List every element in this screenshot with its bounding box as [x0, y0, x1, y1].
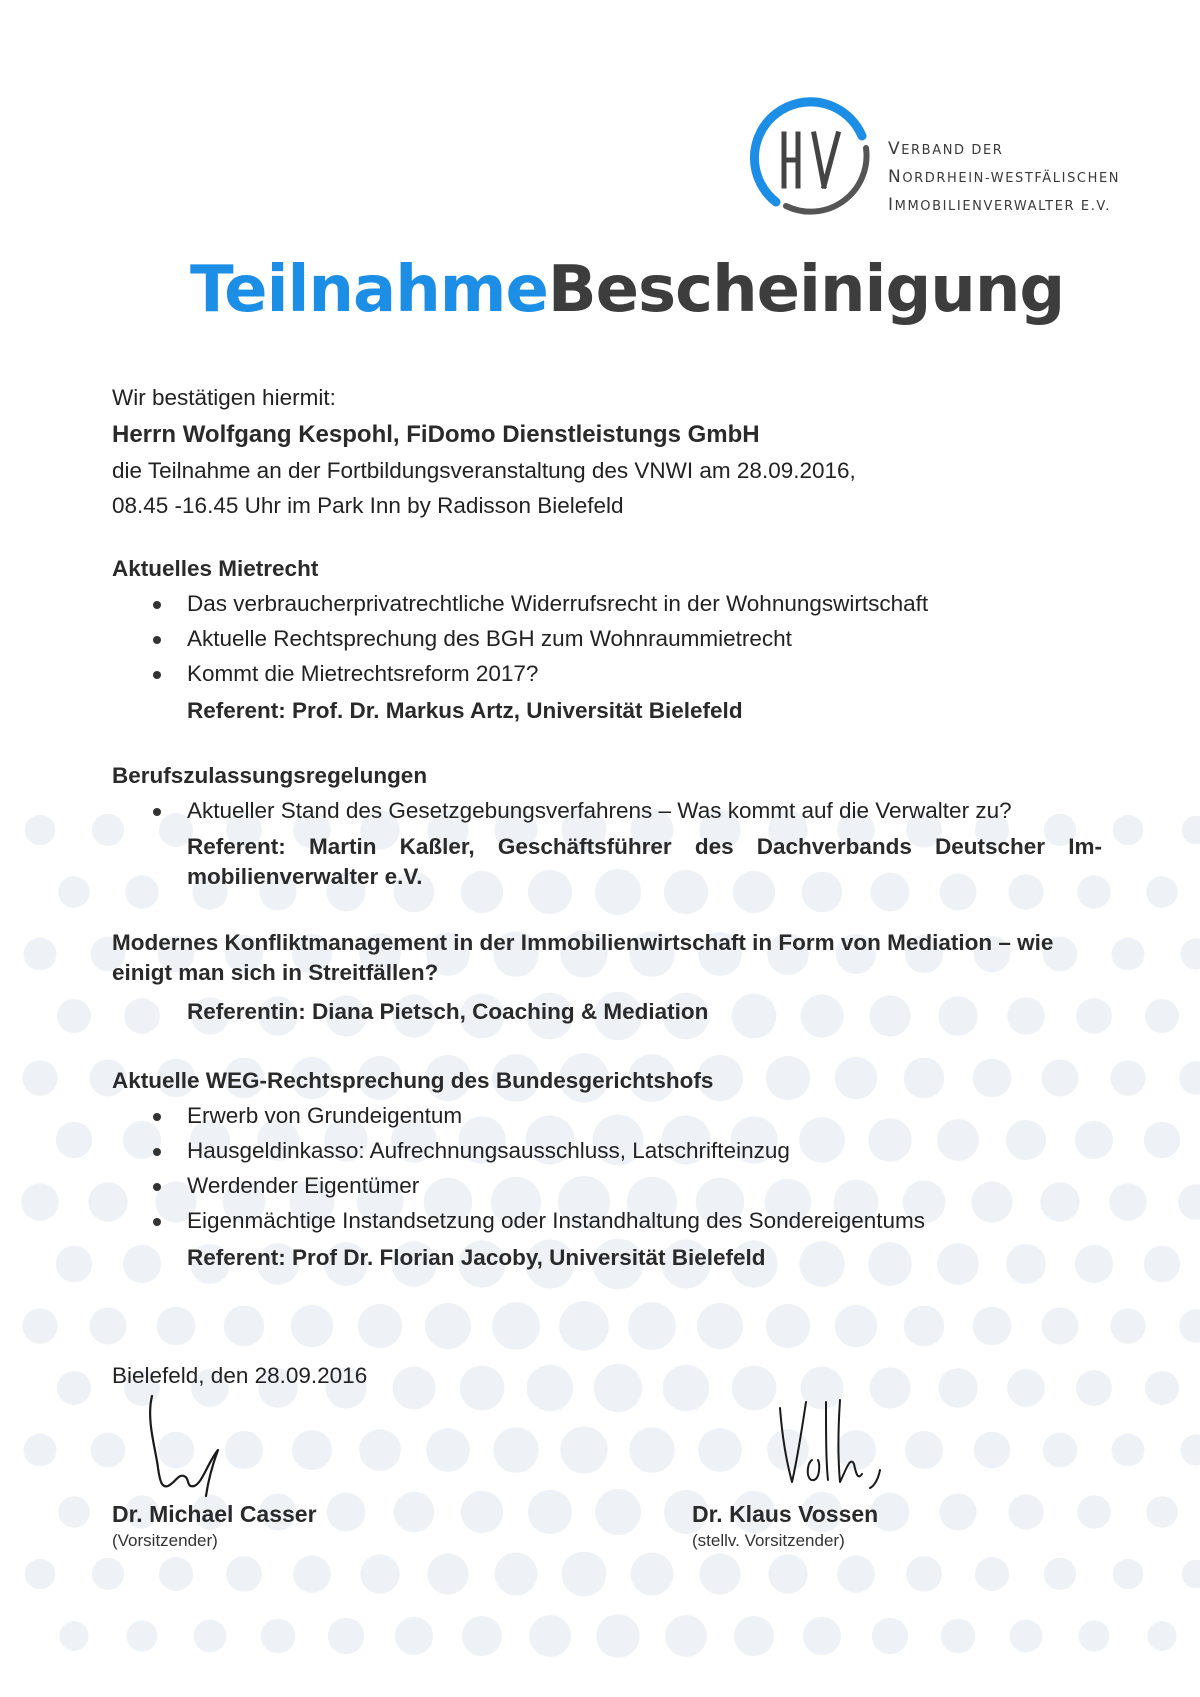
- topic-item: Eigenmächtige Instandsetzung oder Instandhaltung des Sondereigentums: [112, 1203, 1102, 1238]
- speaker-line: Referentin: Diana Pietsch, Coaching & Mediation: [187, 999, 709, 1024]
- org-name-line: IMMOBILIENVERWALTER E.V.: [888, 195, 1111, 215]
- topic-item: Das verbraucherprivatrechtliche Widerrufsrecht in der Wohnungswirtschaft: [112, 586, 1102, 621]
- event-details-line: 08.45 -16.45 Uhr im Park Inn by Radisson Bielefeld: [112, 493, 624, 518]
- signatory-role: (Vorsitzender): [112, 1531, 218, 1550]
- intro-text: Wir bestätigen hiermit:: [112, 385, 336, 410]
- signature-block-left: [112, 1390, 412, 1552]
- topic-item: Aktuelle Rechtsprechung des BGH zum Wohnraummietrecht: [112, 621, 1102, 656]
- org-name: [888, 136, 1120, 220]
- section-mediation: [112, 928, 1102, 1029]
- topic-item: Aktueller Stand des Gesetzgebungsverfahrens – Was kommt auf die Verwalter zu?: [112, 793, 1102, 828]
- speaker-line: Referent: Prof Dr. Florian Jacoby, Universität Bielefeld: [187, 1245, 766, 1270]
- topic-item: Hausgeldinkasso: Aufrechnungsausschluss, Latschrifteinzug: [112, 1133, 1102, 1168]
- title-part-bescheinigung: Bescheinigung: [547, 253, 1065, 327]
- section-title: Aktuelles Mietrecht: [112, 556, 319, 581]
- signature-block-right: [692, 1390, 992, 1552]
- certificate-body: [112, 380, 1102, 1275]
- topic-list: [112, 586, 1102, 691]
- org-name-line: NORDRHEIN-WESTFÄLISCHEN: [888, 167, 1121, 187]
- signature-casser-icon: [112, 1390, 272, 1500]
- event-details-line: die Teilnahme an der Fortbildungsveranstaltung des VNWI am 28.09.2016,: [112, 458, 856, 483]
- section-title: Berufszulassungsregelungen: [112, 763, 428, 788]
- topic-list: [112, 793, 1102, 828]
- org-name-line: VERBAND DER: [888, 139, 1004, 159]
- topic-item: Erwerb von Grundeigentum: [112, 1098, 1102, 1133]
- topic-item: Werdender Eigentümer: [112, 1168, 1102, 1203]
- recipient-name: Herrn Wolfgang Kespohl, FiDomo Dienstleistungs GmbH: [112, 421, 760, 448]
- section-berufszulassung: [112, 758, 1102, 892]
- signatory-name: Dr. Michael Casser: [112, 1501, 317, 1527]
- speaker-line: Referent: Martin Kaßler, Geschäftsführer des Dachverbands Deutscher Im-mobilienverwalter e.V.: [187, 834, 1102, 889]
- topic-item: Kommt die Mietrechtsreform 2017?: [112, 656, 1102, 691]
- speaker-line: Referent: Prof. Dr. Markus Artz, Universität Bielefeld: [187, 698, 743, 723]
- certificate-title: [190, 252, 1064, 328]
- section-title: Modernes Konfliktmanagement in der Immobilienwirtschaft in Form von Mediation – wie einigt man sich in Streitfällen?: [112, 930, 1054, 985]
- signatory-role: (stellv. Vorsitzender): [692, 1531, 845, 1550]
- place-date: Bielefeld, den 28.09.2016: [112, 1363, 368, 1388]
- section-weg-rechtsprechung: [112, 1063, 1102, 1275]
- section-mietrecht: [112, 551, 1102, 728]
- topic-list: [112, 1098, 1102, 1238]
- signature-vossen-icon: [762, 1390, 922, 1500]
- signatory-name: Dr. Klaus Vossen: [692, 1501, 879, 1527]
- title-part-teilnahme: Teilnahme: [190, 253, 548, 327]
- hv-logo-icon: [738, 90, 878, 215]
- section-title: Aktuelle WEG-Rechtsprechung des Bundesgerichtshofs: [112, 1068, 714, 1093]
